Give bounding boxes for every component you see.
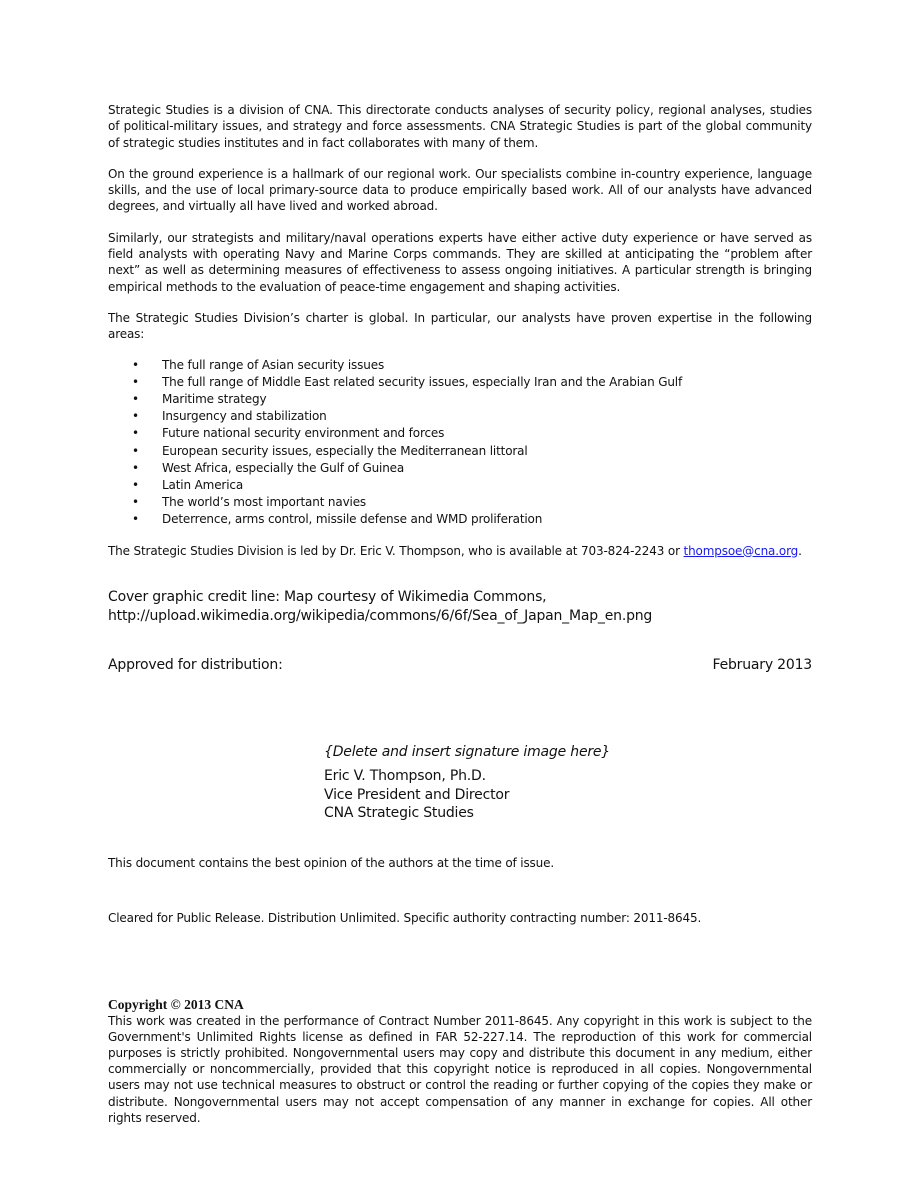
bullet-icon: • [132, 495, 139, 510]
list-item: • Maritime strategy [108, 391, 812, 408]
copyright-body: This work was created in the performance of Contract Number 2011-8645. Any copyright in this work is subject to the Government's Unlimited Rights license as defined in FAR 52-227.14. The reproduction of this work for commercial purposes is strictly prohibited. Nongovernmental users may copy and distribute this document in any medium, either commercially or noncommercially, provided that this copyright notice is reproduced in all copies. Nongovernmental users may not use technical measures to obstruct or control the reading or further copying of the copies they make or distribute. Nongovernmental users may not accept compensation of any manner in exchange for copies. All other rights reserved. [108, 1013, 812, 1125]
strategists-paragraph: Similarly, our strategists and military/naval operations experts have either active duty experience or have served as field analysts with operating Navy and Marine Corps commands. They are skilled at anticipating the “problem after next” as well as determining measures of effectiveness to assess ongoing initiatives. A particular strength is bringing empirical methods to the evaluation of peace-time engagement and shaping activities. [108, 230, 812, 294]
bullet-icon: • [132, 443, 139, 458]
bullet-icon: • [132, 409, 139, 424]
bullet-icon: • [132, 391, 139, 406]
copyright-title: Copyright © 2013 CNA [108, 996, 244, 1012]
list-item: • European security issues, especially the Mediterranean littoral [108, 443, 812, 460]
list-item: • Insurgency and stabilization [108, 408, 812, 425]
approval-date: February 2013 [712, 656, 812, 673]
list-item: • West Africa, especially the Gulf of Guinea [108, 460, 812, 477]
expertise-list [108, 357, 812, 529]
charter-paragraph: The Strategic Studies Division’s charter is global. In particular, our analysts have proven expertise in the following areas: [108, 310, 812, 342]
release-note: Cleared for Public Release. Distribution Unlimited. Specific authority contracting number: 2011-8645. [108, 910, 702, 925]
cover-credit [108, 588, 812, 626]
approval-row [108, 656, 812, 675]
list-item: • The full range of Asian security issues [108, 357, 812, 374]
bullet-icon: • [132, 426, 139, 441]
list-item: • Latin America [108, 477, 812, 494]
bullet-icon: • [132, 357, 139, 372]
bullet-icon: • [132, 512, 139, 527]
signature-placeholder: {Delete and insert signature image here} [324, 743, 611, 760]
signer-org: CNA Strategic Studies [324, 805, 474, 822]
approval-label: Approved for distribution: [108, 656, 283, 673]
signer-title: Vice President and Director [324, 786, 510, 803]
list-item: • Deterrence, arms control, missile defense and WMD proliferation [108, 511, 812, 528]
document-page [108, 102, 812, 1126]
list-item: • Future national security environment and forces [108, 425, 812, 442]
signer-name: Eric V. Thompson, Ph.D. [324, 768, 486, 785]
bullet-icon: • [132, 460, 139, 475]
bullet-icon: • [132, 477, 139, 492]
credit-url: http://upload.wikimedia.org/wikipedia/commons/6/6f/Sea_of_Japan_Map_en.png [108, 607, 653, 624]
list-item: • The full range of Middle East related security issues, especially Iran and the Arabian Gulf [108, 374, 812, 391]
credit-line: Cover graphic credit line: Map courtesy of Wikimedia Commons, [108, 588, 547, 605]
experience-paragraph: On the ground experience is a hallmark of our regional work. Our specialists combine in-country experience, language skills, and the use of local primary-source data to produce empirically based work. All of our analysts have advanced degrees, and virtually all have lived and worked abroad. [108, 166, 812, 214]
signature-block [324, 743, 812, 823]
list-item: • The world’s most important navies [108, 494, 812, 511]
intro-paragraph: Strategic Studies is a division of CNA. This directorate conducts analyses of security policy, regional analyses, studies of political-military issues, and strategy and force assessments. CNA Strategic Studies is part of the global community of strategic studies institutes and in fact collaborates with many of them. [108, 103, 812, 150]
division-leader-line: The Strategic Studies Division is led by Dr. Eric V. Thompson, who is available at 703-824-2243 or thompsoe@cna.org. [108, 543, 802, 558]
contact-email-link[interactable]: thompsoe@cna.org [683, 543, 799, 558]
opinion-note: This document contains the best opinion of the authors at the time of issue. [108, 855, 555, 870]
bullet-icon: • [132, 374, 139, 389]
